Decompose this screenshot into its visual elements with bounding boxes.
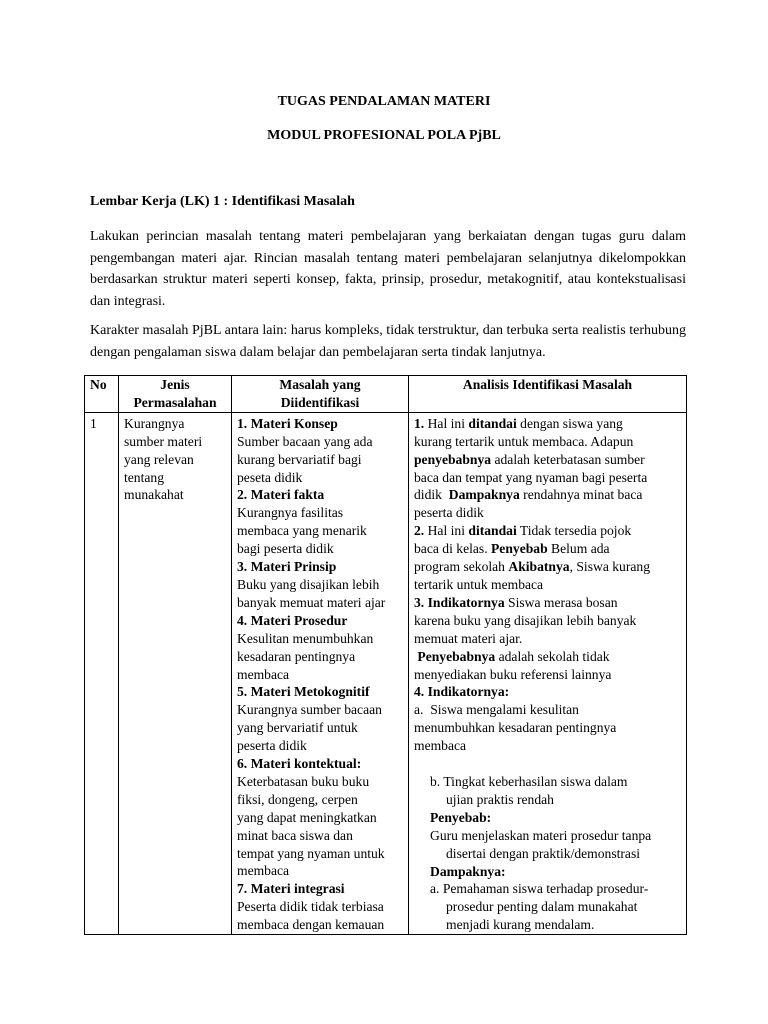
- analisis-line: [414, 540, 681, 558]
- analisis-text: adalah keterbatasan sumber: [491, 451, 645, 467]
- analisis-text: Hal ini: [424, 523, 469, 539]
- analisis-line: [414, 648, 681, 666]
- masalah-category: 3. Materi Prinsip: [237, 559, 337, 575]
- analisis-line: b. Tingkat keberhasilan siswa dalam: [430, 774, 628, 790]
- cell-masalah: [232, 412, 409, 934]
- analisis-number: 2.: [414, 523, 425, 539]
- masalah-line: minat baca siswa dan: [237, 827, 353, 843]
- masalah-line: membaca dengan kemauan: [237, 917, 385, 933]
- table-header-row: [85, 376, 687, 413]
- masalah-line: membaca: [237, 863, 290, 879]
- analisis-line: menumbuhkan kesadaran pentingnya: [414, 720, 617, 736]
- analisis-keyword: Dampaknya: [448, 487, 520, 503]
- masalah-line: Sumber bacaan yang ada: [237, 433, 373, 449]
- analisis-text: Belum ada: [547, 541, 610, 557]
- masalah-line: yang bervariatif untuk: [237, 720, 358, 736]
- cell-analisis: [409, 412, 687, 934]
- jenis-line: yang relevan: [124, 451, 194, 467]
- analisis-line: Dampaknya:: [430, 863, 506, 879]
- masalah-line: Peserta didik tidak terbiasa: [237, 899, 384, 915]
- header-masalah: [232, 376, 409, 413]
- masalah-line: Keterbatasan buku buku: [237, 773, 370, 789]
- instruction-paragraph: Lakukan perincian masalah tentang materi pembelajaran yang berkaiatan dengan tugas guru dalam pengembangan materi ajar. Rincian masalah tentang materi pembelajaran selanjutnya dikelompokkan berdasarkan struktur materi seperti konsep, fakta, prinsip, prosedur, metakognitif, atau kontekstualisasi dan integrasi.: [90, 229, 686, 309]
- analisis-line: tertarik untuk membaca: [414, 576, 544, 592]
- spacer: [414, 755, 681, 773]
- analisis-text: Siswa merasa bosan: [504, 594, 618, 610]
- analisis-text: Hal ini: [424, 415, 469, 431]
- analisis-text: adalah sekolah tidak: [495, 648, 610, 664]
- analisis-line: [414, 451, 681, 469]
- masalah-line: banyak memuat materi ajar: [237, 594, 386, 610]
- analisis-text: didik: [414, 487, 449, 503]
- analisis-keyword: Akibatnya: [508, 559, 570, 575]
- masalah-line: tempat yang nyaman untuk: [237, 845, 385, 861]
- analisis-text: program sekolah: [414, 559, 509, 575]
- analisis-line: Penyebab:: [430, 809, 492, 825]
- analisis-line: menjadi kurang mendalam.: [446, 917, 595, 933]
- masalah-category: 4. Materi Prosedur: [237, 612, 348, 628]
- analisis-line: 4. Indikatornya:: [414, 684, 510, 700]
- analisis-keyword: 3. Indikatornya: [414, 594, 505, 610]
- analisis-keyword: ditandai: [468, 415, 517, 431]
- analisis-keyword: Penyebab: [491, 541, 548, 557]
- masalah-line: yang dapat meningkatkan: [237, 809, 377, 825]
- masalah-category: 6. Materi kontektual:: [237, 756, 362, 772]
- masalah-category: 1. Materi Konsep: [237, 415, 338, 431]
- analisis-line: [414, 486, 681, 504]
- header-masalah-line2: Diidentifikasi: [280, 394, 360, 410]
- analisis-line: [414, 558, 681, 576]
- masalah-line: membaca yang menarik: [237, 523, 367, 539]
- masalah-category: 7. Materi integrasi: [237, 881, 345, 897]
- section-heading: Lembar Kerja (LK) 1 : Identifikasi Masalah: [90, 194, 355, 209]
- analisis-line: memuat materi ajar.: [414, 630, 523, 646]
- header-jenis-line1: Jenis: [160, 377, 190, 392]
- header-masalah-line1: Masalah yang: [279, 377, 361, 392]
- analisis-line: karena buku yang disajikan lebih banyak: [414, 612, 637, 628]
- analisis-line: kurang tertarik untuk membaca. Adapun: [414, 433, 634, 449]
- masalah-line: membaca: [237, 666, 290, 682]
- analisis-text: Tidak tersedia pojok: [516, 523, 632, 539]
- masalah-line: Kesulitan menumbuhkan: [237, 630, 374, 646]
- masalah-line: peserta didik: [237, 738, 307, 754]
- analisis-keyword: penyebabnya: [414, 451, 492, 467]
- analisis-line: a. Siswa mengalami kesulitan: [414, 702, 579, 718]
- masalah-line: Kurangnya sumber bacaan: [237, 702, 382, 718]
- masalah-line: fiksi, dongeng, cerpen: [237, 791, 358, 807]
- masalah-line: kurang bervariatif bagi: [237, 451, 362, 467]
- analisis-line: a. Pemahaman siswa terhadap prosedur-: [430, 881, 649, 897]
- analisis-keyword: Penyebabnya: [414, 648, 496, 664]
- document-title: TUGAS PENDALAMAN MATERI: [277, 94, 491, 109]
- header-analisis: Analisis Identifikasi Masalah: [409, 376, 687, 413]
- header-jenis-line2: Permasalahan: [133, 394, 217, 410]
- analisis-line: [414, 522, 681, 540]
- cell-no: 1: [85, 412, 119, 934]
- analisis-line: [414, 594, 681, 612]
- analisis-text: dengan siswa yang: [516, 415, 623, 431]
- jenis-line: tentang: [124, 469, 165, 485]
- analisis-line: membaca: [414, 738, 467, 754]
- masalah-line: kesadaran pentingnya: [237, 648, 356, 664]
- analisis-line: ujian praktis rendah: [446, 791, 554, 807]
- masalah-category: 2. Materi fakta: [237, 487, 325, 503]
- analisis-line: menyediakan buku referensi lainnya: [414, 666, 612, 682]
- table-row: [85, 412, 687, 934]
- problem-identification-table: [84, 375, 687, 935]
- analisis-keyword: ditandai: [468, 523, 517, 539]
- masalah-line: peseta didik: [237, 469, 303, 485]
- jenis-line: Kurangnya: [124, 415, 185, 431]
- analisis-line: disertai dengan praktik/demonstrasi: [446, 845, 641, 861]
- masalah-category: 5. Materi Metokognitif: [237, 684, 370, 700]
- header-jenis-permasalahan: [119, 376, 232, 413]
- jenis-line: sumber materi: [124, 433, 203, 449]
- pjbl-character-paragraph: Karakter masalah PjBL antara lain: harus kompleks, tidak terstruktur, dan terbuka serta realistis terhubung dengan pengalaman siswa dalam belajar dan pembelajaran serta tindak lanjutnya.: [90, 323, 686, 360]
- document-subtitle: MODUL PROFESIONAL POLA PjBL: [267, 128, 501, 143]
- analisis-number: 1.: [414, 415, 425, 431]
- analisis-line: peserta didik: [414, 505, 484, 521]
- analisis-line: baca dan tempat yang nyaman bagi peserta: [414, 469, 648, 485]
- analisis-line: [414, 415, 681, 433]
- masalah-line: Buku yang disajikan lebih: [237, 576, 380, 592]
- masalah-line: Kurangnya fasilitas: [237, 505, 344, 521]
- analisis-line: Guru menjelaskan materi prosedur tanpa: [430, 827, 652, 843]
- masalah-line: bagi peserta didik: [237, 541, 334, 557]
- analisis-line: prosedur penting dalam munakahat: [446, 899, 638, 915]
- jenis-line: munakahat: [124, 487, 184, 503]
- analisis-text: baca di kelas.: [414, 541, 491, 557]
- cell-jenis: [119, 412, 232, 934]
- header-no: No: [85, 376, 119, 413]
- analisis-text: rendahnya minat baca: [519, 487, 643, 503]
- analisis-text: , Siswa kurang: [569, 559, 650, 575]
